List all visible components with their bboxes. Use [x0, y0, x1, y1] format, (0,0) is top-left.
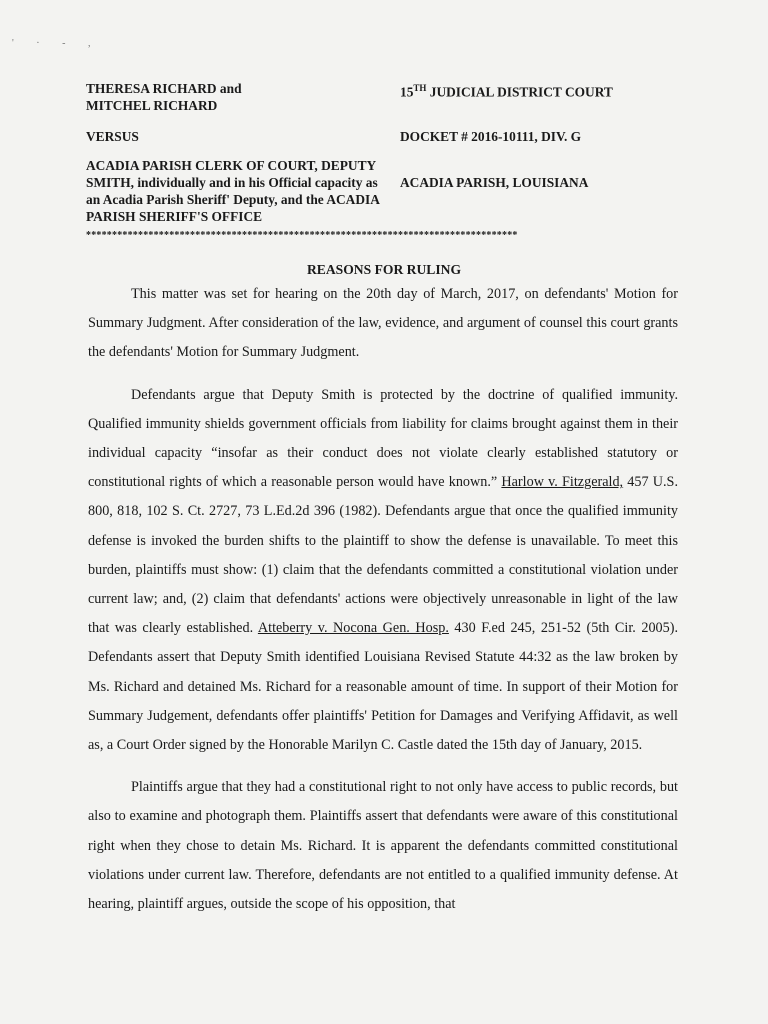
p2-part-c: 430 F.ed 245, 251-52 (5th Cir. 2005). Defendants assert that Deputy Smith identified Louisiana Revised Statute 44:32 as the law broken by Ms. Richard and detained Ms. Richard for a reasonable amount of time. In support of their Motion for Summary Judgement, defendants offer plaintiffs' Petition for Damages and Verifying Affidavit, as well as, a Court Order signed by the Honorable Marilyn C. Castle dated the 15th day of January, 2015.	[88, 620, 678, 754]
court-name	[400, 80, 690, 100]
court-sup: TH	[413, 83, 427, 93]
ruling-heading: REASONS FOR RULING	[306, 262, 462, 277]
citation-harlow: Harlow v. Fitzgerald,	[501, 474, 624, 491]
paragraph-2	[88, 381, 678, 761]
paragraph-1: This matter was set for hearing on the 20th day of March, 2017, on defendants' Motion for Summary Judgment. After consideration of the law, evidence, and argument of counsel this court grants the defendants' Motion for Summary Judgment.	[88, 286, 678, 361]
plaintiffs: THERESA RICHARD and MITCHEL RICHARD	[86, 81, 242, 113]
versus: VERSUS	[86, 129, 139, 144]
paragraph-3: Plaintiffs argue that they had a constitutional right to not only have access to public records, but also to examine and photograph them. Plaintiffs assert that defendants were aware of this constitutional right when they chose to detain Ms. Richard. It is apparent the defendants committed constitutional violations under current law. Therefore, defendants are not entitled to a qualified immunity defense. At hearing, plaintiff argues, outside the scope of his opposition, that	[88, 779, 678, 913]
court-location: ACADIA PARISH, LOUISIANA	[400, 175, 589, 190]
docket-number: DOCKET # 2016-10111, DIV. G	[400, 129, 582, 144]
p2-part-b: 457 U.S. 800, 818, 102 S. Ct. 2727, 73 L.Ed.2d 396 (1982). Defendants argue that once the qualified immunity defense is invoked the burden shifts to the plaintiff to show the defense is unavailable. To meet this burden, plaintiffs must show: (1) claim that the defendants committed a constitutional violation under current law; and, (2) claim that defendants' actions were objectively unreasonable in light of the law that was clearly established.	[88, 474, 678, 637]
p2-part-a: Defendants argue that Deputy Smith is protected by the doctrine of qualified immunity. Qualified immunity shields government officials from liability for claims brought against them in their individual capacity “insofar as their conduct does not violate clearly established statutory or constitutional rights of which a reasonable person would have known.”	[88, 386, 678, 491]
separator-line: ***********************************************************************************	[86, 230, 518, 241]
scan-specks: ' · - ,	[12, 38, 101, 49]
ruling-body	[88, 280, 678, 932]
court-prefix: 15	[400, 84, 414, 100]
defendants: ACADIA PARISH CLERK OF COURT, DEPUTY SMITH, individually and in his Official capacity as an Acadia Parish Sheriff' Deputy, and the ACADIA PARISH SHERIFF'S OFFICE	[86, 158, 380, 224]
court-suffix: JUDICIAL DISTRICT COURT	[426, 84, 613, 100]
citation-atteberry: Atteberry v. Nocona Gen. Hosp.	[257, 620, 449, 637]
